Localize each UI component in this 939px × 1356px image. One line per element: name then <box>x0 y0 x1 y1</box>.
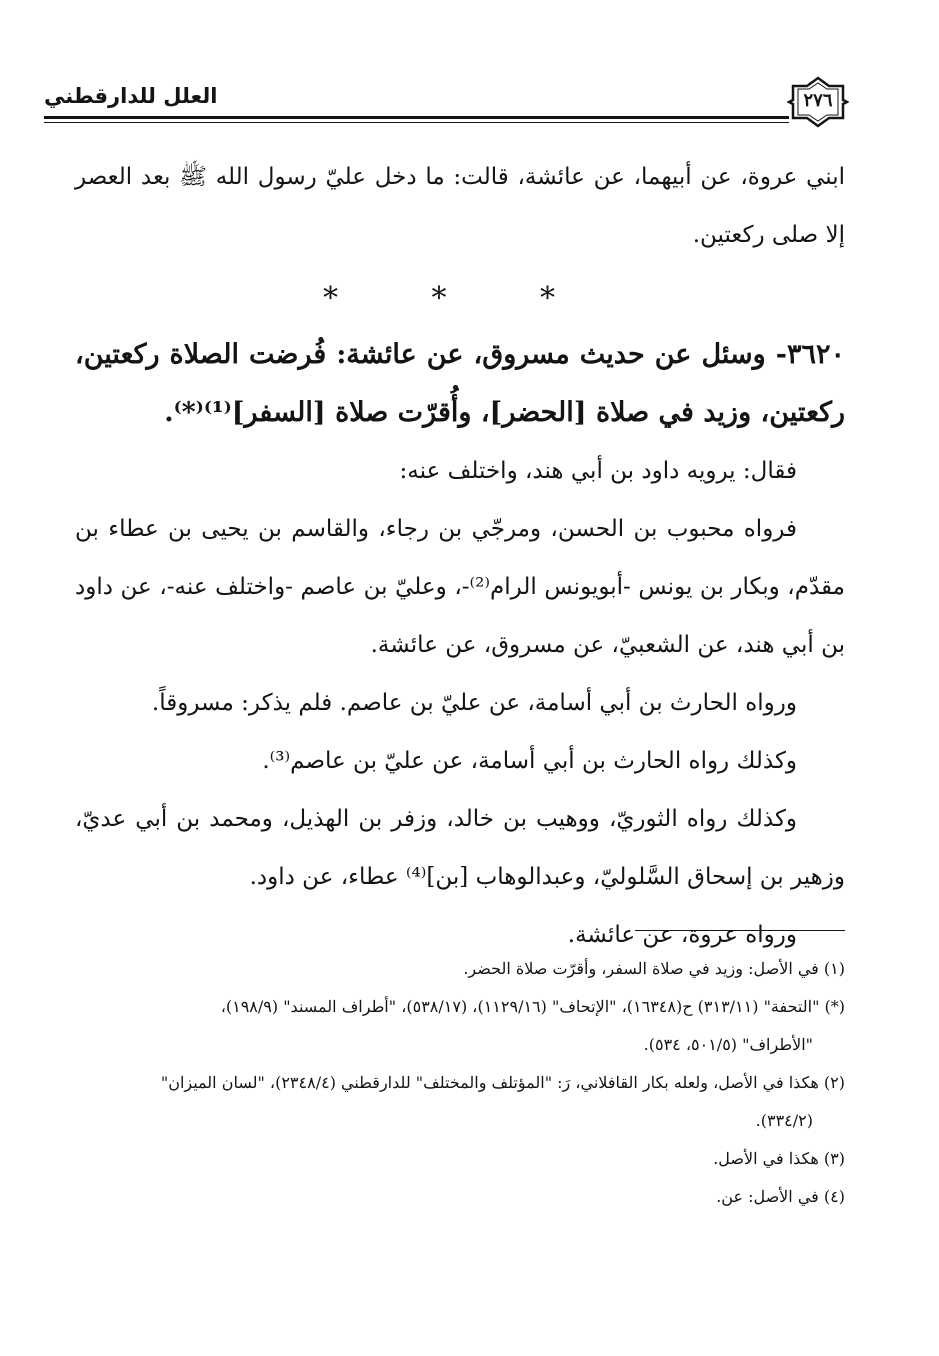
footnote-2: (٢) هكذا في الأصل، ولعله بكار القافلاني، رَ: "المؤتلف والمختلف" للدارقطني (٢٣٤٨/٤)، "لسان الميزان" <box>160 1073 845 1092</box>
paragraph-narration-5: ورواه عروة، عن عائشة. <box>567 922 797 948</box>
paragraph-continuation: ابني عروة، عن أبيهما، عن عائشة، قالت: ما دخل عليّ رسول الله ﷺ بعد العصر إلا صلى ركعتين. <box>75 164 845 248</box>
footnote-star: (*) "التحفة" (٣١٣/١١) ح(١٦٣٤٨)، "الإتحاف" (١١٢٩/١٦)، (٥٣٨/١٧)، "أطراف المسند" (١٩٨/٩)، <box>220 997 845 1016</box>
header-rule <box>44 116 789 119</box>
section-separator: * * * <box>322 281 598 316</box>
running-title: العلل للدارقطني <box>44 84 218 108</box>
main-text <box>75 148 845 964</box>
footnotes <box>75 950 845 1216</box>
question-heading: ٣٦٢٠- وسئل عن حديث مسروق، عن عائشة: فُرضت الصلاة ركعتين، ركعتين، وزيد في صلاة [الحضر]، وأُقرّت صلاة [السفر]⁽¹⁾⁽*⁾. <box>75 339 845 428</box>
paragraph-narration-4: وكذلك رواه الثوريّ، ووهيب بن خالد، وزفر بن الهذيل، ومحمد بن أبي عديّ، وزهير بن إسحاق السَّلوليّ، وعبدالوهاب [بن]⁽⁴⁾ عطاء، عن داود. <box>75 806 845 890</box>
paragraph-narration-2: ورواه الحارث بن أبي أسامة، عن عليّ بن عاصم. فلم يذكر: مسروقاً. <box>151 690 797 716</box>
page-number-badge <box>787 76 849 128</box>
paragraph-answer: فقال: يرويه داود بن أبي هند، واختلف عنه: <box>399 458 797 484</box>
footnote-star-continuation: "الأطراف" (٥٠١/٥، ٥٣٤). <box>643 1035 813 1054</box>
page-number: ٢٧٦ <box>803 90 833 111</box>
footnote-divider <box>635 930 845 931</box>
footnote-3: (٣) هكذا في الأصل. <box>713 1149 845 1168</box>
page-header <box>44 70 845 130</box>
header-rule-thin <box>44 122 789 123</box>
paragraph-narration-3: وكذلك رواه الحارث بن أبي أسامة، عن عليّ بن عاصم⁽³⁾. <box>262 748 797 774</box>
paragraph-narration-1: فرواه محبوب بن الحسن، ومرجّي بن رجاء، والقاسم بن يحيى بن عطاء بن مقدّم، وبكار بن يونس -أبويونس الرام⁽²⁾-، وعليّ بن عاصم -واختلف عنه-، عن داود بن أبي هند، عن الشعبيّ، عن مسروق، عن عائشة. <box>75 516 845 658</box>
footnote-4: (٤) في الأصل: عن. <box>716 1187 845 1206</box>
footnote-1: (١) في الأصل: وزيد في صلاة السفر، وأقرّت صلاة الحضر. <box>463 959 845 978</box>
footnote-2-continuation: (٣٣٤/٢). <box>755 1111 813 1130</box>
